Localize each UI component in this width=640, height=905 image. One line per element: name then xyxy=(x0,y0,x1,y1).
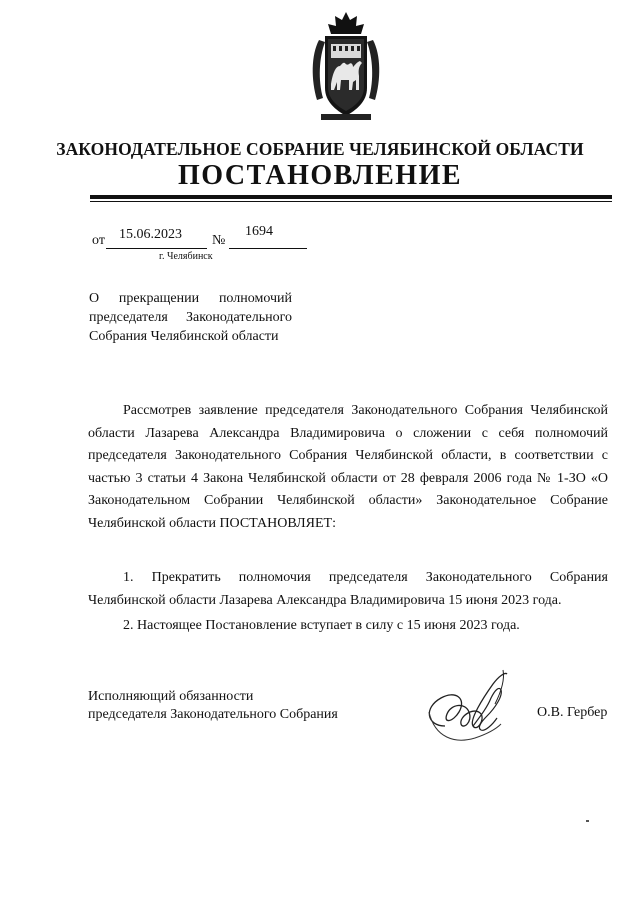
date-label: от xyxy=(92,233,105,248)
preamble-paragraph: Рассмотрев заявление председателя Законодательного Собрания Челябинской области Лазарева Александра Владимировича о сложении с себя полномочий председателя Законодательного Собрания Челябинской области, в соответствии с частью 3 статьи 4 Закона Челябинской области от 28 февраля 2006 года № 1-ЗО «О Законодательном Собрании Челябинской области» Законодательное Собрание Челябинской области ПОСТАНОВЛЯЕТ: xyxy=(88,403,608,531)
number-label: № xyxy=(212,233,226,248)
city-label: г. Челябинск xyxy=(159,251,213,262)
organization-name: ЗАКОНОДАТЕЛЬНОЕ СОБРАНИЕ ЧЕЛЯБИНСКОЙ ОБЛАСТИ xyxy=(56,139,584,159)
document-date: 15.06.2023 xyxy=(119,227,182,242)
number-underline xyxy=(229,248,307,249)
signatory-position xyxy=(88,688,338,724)
header-rule-thin xyxy=(90,201,612,202)
header-rule-thick xyxy=(90,195,612,199)
coat-of-arms-icon xyxy=(309,10,383,124)
date-underline xyxy=(106,248,207,249)
signatory-position-line-1: Исполняющий обязанности xyxy=(88,689,254,704)
resolution-item-2: 2. Настоящее Постановление вступает в силу с 15 июня 2023 года. xyxy=(123,618,520,633)
signatory-name: О.В. Гербер xyxy=(537,705,608,720)
resolution-item-1: 1. Прекратить полномочия председателя Законодательного Собрания Челябинской области Лазарева Александра Владимировича 15 июня 2023 года. xyxy=(88,570,608,608)
document-type-title: ПОСТАНОВЛЕНИЕ xyxy=(177,160,463,191)
signatory-position-line-2: председателя Законодательного Собрания xyxy=(88,707,338,722)
page-mark xyxy=(586,820,589,822)
document-number: 1694 xyxy=(245,224,273,239)
document-subject: О прекращении полномочий председателя Законодательного Собрания Челябинской области xyxy=(89,291,292,344)
handwritten-signature-icon xyxy=(415,668,533,748)
